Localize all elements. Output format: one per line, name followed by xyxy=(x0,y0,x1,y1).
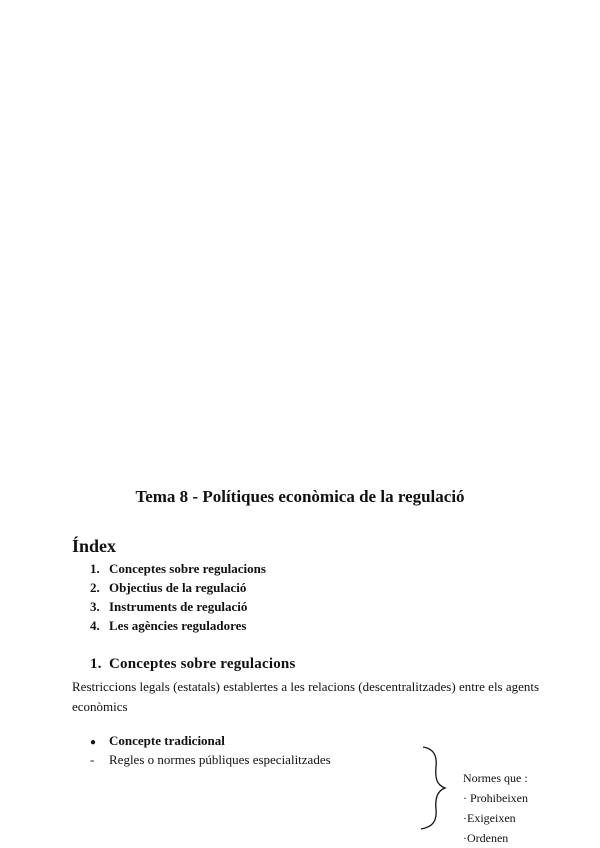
section-title: Conceptes sobre regulacions xyxy=(109,656,296,672)
page-title: Tema 8 - Polítiques econòmica de la regulació xyxy=(135,487,465,506)
note-item: ·Exigeixen xyxy=(463,811,516,825)
index-heading: Índex xyxy=(72,536,117,556)
dash-text: Regles o normes públiques especialitzades xyxy=(109,752,331,767)
index-item xyxy=(90,578,266,597)
index-item-label: Conceptes sobre regulacions xyxy=(109,561,266,576)
index-item xyxy=(90,616,266,635)
section-heading xyxy=(90,656,296,673)
section-definition: Restriccions legals (estatals) establertes a les relacions (descentralitzades) entre els agents econòmics xyxy=(72,679,540,714)
note-header: Normes que : xyxy=(463,771,528,785)
handwritten-note xyxy=(463,768,528,848)
index-item xyxy=(90,597,266,616)
index-item-label: Instruments de regulació xyxy=(109,599,248,614)
index-item-number: 4. xyxy=(90,618,100,633)
bullet-marker: ● xyxy=(90,737,97,748)
index-item-number: 3. xyxy=(90,599,100,614)
index-item-label: Les agències reguladores xyxy=(109,618,247,633)
section-number: 1. xyxy=(90,656,102,672)
index-item-number: 1. xyxy=(90,561,100,576)
bullet-item xyxy=(90,733,225,749)
index-item-label: Objectius de la regulació xyxy=(109,580,247,595)
note-item: · Prohibeixen xyxy=(463,791,528,805)
dash-item xyxy=(90,752,331,768)
bullet-text: Concepte tradicional xyxy=(109,733,225,748)
dash-marker: - xyxy=(90,752,95,767)
index-item xyxy=(90,559,266,578)
index-item-number: 2. xyxy=(90,580,100,595)
note-item: ·Ordenen xyxy=(463,831,509,845)
brace-icon xyxy=(415,745,455,831)
index-list xyxy=(90,559,266,635)
